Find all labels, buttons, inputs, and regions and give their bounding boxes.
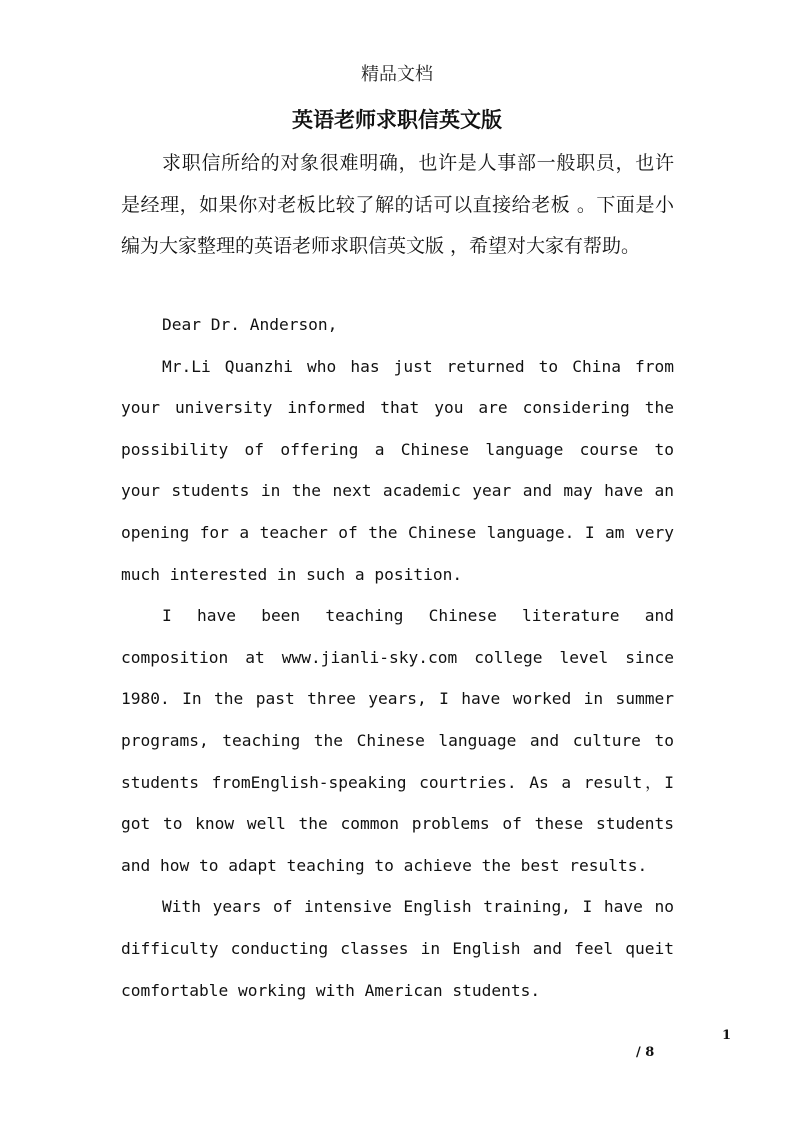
body-paragraph: With years of intensive English training, I have no difficulty conducting classes in English and feel queit comfortable working with American students. (121, 897, 674, 1000)
letter-body (121, 304, 674, 1011)
page-header: 精品文档 (361, 64, 433, 85)
intro-paragraph: 求职信所给的对象很难明确，也许是人事部一般职员，也许是经理，如果你对老板比较了解的话可以直接给老板 。下面是小编为大家整理的英语老师求职信英文版 ，希望对大家有帮助。 (121, 152, 674, 258)
document-title: 英语老师求职信英文版 (292, 107, 502, 132)
page-number: 1 (722, 1028, 732, 1043)
salutation: Dear Dr. Anderson, (162, 315, 338, 334)
body-paragraph: Mr.Li Quanzhi who has just returned to China from your university informed that you are considering the possibility of offering a Chinese language course to your students in the next academic year and may have an opening for a teacher of the Chinese language. I am very much interested in such a position. (121, 356, 674, 584)
body-paragraph: I have been teaching Chinese literature and composition at www.jianli-sky.com college level since 1980. In the past three years, I have worked in summer programs, teaching the Chinese language and culture to students fromEnglish-speaking courtries. As a result，I got to know well the common problems of these students and how to adapt teaching to achieve the best results. (121, 606, 674, 875)
page-total: / 8 (636, 1045, 655, 1060)
